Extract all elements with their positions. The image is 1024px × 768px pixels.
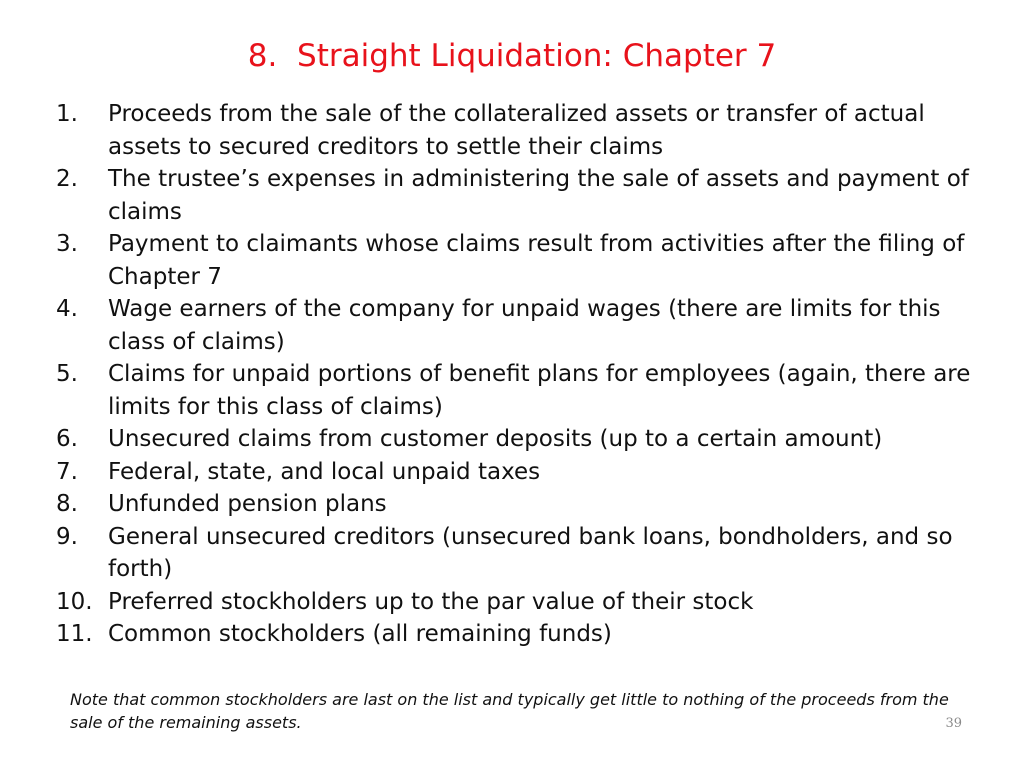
list-item-text: Payment to claimants whose claims result from activities after the filing of Chapter 7 (108, 231, 965, 290)
list-item (56, 488, 976, 521)
list-item-number: 1. (56, 101, 78, 127)
list-item (56, 586, 976, 619)
list-item-text: Preferred stockholders up to the par value of their stock (108, 588, 754, 615)
list-item-text: Federal, state, and local unpaid taxes (108, 458, 541, 485)
list-item-text: Unfunded pension plans (108, 491, 387, 517)
list-item (56, 228, 976, 293)
claims-priority-list (56, 98, 976, 651)
list-item (56, 423, 976, 456)
list-item-number: 6. (56, 426, 78, 452)
list-item-text: General unsecured creditors (unsecured bank loans, bondholders, and so forth) (108, 523, 953, 582)
list-item (56, 456, 976, 489)
list-item (56, 358, 976, 423)
list-item-text: Unsecured claims from customer deposits (up to a certain amount) (108, 426, 883, 452)
list-item (56, 521, 976, 586)
slide-title: 8. Straight Liquidation: Chapter 7 (247, 38, 777, 74)
list-item-text: Claims for unpaid portions of benefit plans for employees (again, there are limits for this class of claims) (108, 361, 971, 420)
list-item-number: 3. (56, 231, 78, 257)
list-item (56, 163, 976, 228)
list-item-number: 8. (56, 491, 78, 517)
list-item-text: Common stockholders (all remaining funds) (108, 621, 612, 647)
list-item-text: Wage earners of the company for unpaid wages (there are limits for this class of claims) (108, 296, 941, 355)
list-item-number: 2. (56, 166, 78, 192)
list-item-number: 9. (56, 523, 78, 550)
page-number: 39 (945, 716, 962, 731)
list-item-text: The trustee’s expenses in administering the sale of assets and payment of claims (108, 166, 969, 225)
list-item (56, 293, 976, 358)
list-item-number: 5. (56, 361, 78, 387)
list-item-number: 4. (56, 296, 78, 322)
list-item-number: 11. (56, 621, 93, 647)
list-item-number: 10. (56, 588, 93, 615)
footnote: Note that common stockholders are last on the list and typically get little to nothing of the proceeds from the sale of the remaining assets. (70, 690, 949, 732)
list-item-number: 7. (56, 458, 78, 485)
list-item (56, 98, 976, 163)
list-item (56, 618, 976, 651)
list-item-text: Proceeds from the sale of the collateralized assets or transfer of actual assets to secured creditors to settle their claims (108, 101, 925, 160)
